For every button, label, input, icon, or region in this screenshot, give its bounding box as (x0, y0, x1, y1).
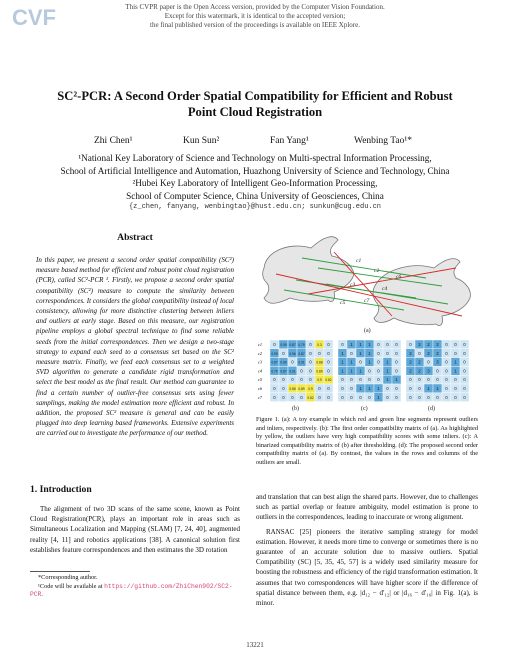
matrix-cell-value: 0 (309, 342, 312, 347)
footnote-rule (30, 571, 90, 572)
matrix-cell-value: 0 (445, 359, 448, 365)
matrix-cell-value: 0 (395, 368, 398, 374)
matrix-cell-value: 0 (327, 350, 330, 356)
matrix-cell-value: 0 (327, 368, 330, 374)
matrix-cell-value: 0 (377, 359, 380, 365)
matrix-cell-value: 0.87 (280, 369, 287, 374)
matrix-cell-value: 0 (273, 377, 276, 383)
affiliation-line: ¹National Key Laboratory of Science and Technology on Multi-spectral Information Processing, (78, 153, 432, 163)
correspondence-label: c2 (374, 268, 380, 274)
matrix-cell-value: 0.91 (289, 369, 296, 374)
matrix-cell-value: 0 (395, 359, 398, 365)
matrix-cell-value: 0 (454, 342, 457, 347)
matrix-cell-value: 0 (327, 386, 330, 391)
matrix-cell-value: 0.87 (298, 351, 305, 356)
footnotes (30, 574, 240, 600)
subfigure-label: (d) (428, 406, 435, 412)
matrix-cell-value: 1 (350, 342, 353, 347)
matrix-cell-value: 0 (291, 359, 294, 365)
banner-line: This CVPR paper is the Open Access version, provided by the Computer Vision Foundation. (125, 3, 385, 11)
matrix-cell-value: 0 (445, 394, 448, 400)
figure-caption-block (256, 416, 478, 468)
matrix-cell-value: 0.96 (280, 360, 287, 365)
matrix-cell-value: 3 (427, 368, 430, 374)
matrix-cell-value: 0 (463, 386, 466, 391)
matrix-cell-value: 0 (359, 377, 362, 383)
author-name: Wenbing Tao¹* (354, 136, 412, 146)
correspondence-label: c1 (356, 258, 362, 264)
matrix-cell-value: 0 (377, 342, 380, 347)
matrix-cell-value: 0 (463, 394, 466, 400)
subfigure-label: (a) (364, 328, 371, 334)
banner-line: the final published version of the proceedings is available on IEEE Xplore. (150, 21, 360, 29)
page-number: 13221 (246, 641, 264, 649)
matrix-cell-value: 0 (436, 377, 439, 383)
code-link[interactable]: https://github.com/ZhiChen902/SC2-PCR (30, 582, 233, 599)
matrix-cell-value: 0 (282, 377, 285, 383)
matrix-cell-value: 1 (359, 350, 362, 356)
matrix-cell-value: 0 (368, 377, 371, 383)
matrix-cell-value: 0 (436, 368, 439, 374)
matrix-cell-value: 0 (395, 386, 398, 391)
matrix-cell-value: 0 (427, 394, 430, 400)
matrix-cell-value: 0.87 (289, 343, 296, 347)
introduction-section (30, 484, 240, 555)
introduction-text: The alignment of two 3D scans of the same scene, known as Point Cloud Registration(PCR), plays an important role in areas such as Simultaneous Localization and Mapping (SLAM) [7, 24, 40], augmented reality [4, 11] and robotics applications [38]. A canonical solution first establishes feature correspondences and then estimates the 3D rotation (30, 505, 240, 554)
matrix-cell-value: 0.87 (271, 360, 278, 365)
matrix-cell-value: 0 (445, 386, 448, 391)
matrix-cell-value: 0.9 (308, 387, 313, 391)
matrix-cell-value: 1 (386, 368, 389, 374)
author-emails: {z_chen, fanyang, wenbingtao}@hust.edu.cn; sunkun@cug.edu.cn (128, 203, 382, 211)
matrix-cell-value: 0 (350, 377, 353, 383)
matrix-cell-value: 1 (436, 386, 439, 391)
matrix-cell-value: 0.89 (316, 369, 323, 374)
matrix-cell-value: 0 (454, 394, 457, 400)
correspondence-label: c7 (364, 298, 370, 304)
matrix-cell-value: 1 (454, 368, 457, 374)
matrix-cell-value: 2 (409, 359, 412, 365)
matrix-cell-value: 1 (368, 359, 371, 365)
matrix-cell-value: 0 (463, 350, 466, 356)
matrix-row-label: c4 (258, 368, 262, 374)
matrix-cell-value: 0.3 (317, 343, 322, 347)
matrix-cell-value: 0 (454, 350, 457, 356)
paragraph: RANSAC [25] pioneers the iterative sampling strategy for model estimation. However, it needs more time to converge or sometimes there is no guarantee of an accurate solution due to massive outliers. Spatial Compatibility (SC) [5, 35, 45, 57] is a widely used similarity measure for boosting the robustness and efficiency of the rigid transformation estimation. It assumes that two correspondences will have higher score if the difference of spatial distance between them, e.g. |d₁₂ − d′₁₂| or |d₁₆ − d′₁₆| in Fig. 1(a), is minor. (256, 527, 478, 608)
matrix-cell-value: 3 (436, 359, 439, 365)
correspondence-label: c5 (340, 300, 346, 306)
matrix-cell-value: 0.89 (298, 387, 305, 391)
matrix-cell-value: 0.88 (316, 360, 323, 365)
matrix-cell-value: 0 (350, 350, 353, 356)
toy-example-illustration (263, 237, 471, 334)
matrix-row-label: c3 (258, 359, 262, 365)
matrix-cell-value: 0 (454, 377, 457, 383)
matrix-cell-value: 0 (309, 368, 312, 374)
matrix-cell-value: 0 (368, 368, 371, 374)
matrix-cell-value: 0.82 (325, 378, 332, 383)
paragraph: and translation that can best align the shared parts. However, due to challenges such as partial overlap or feature ambiguity, model estimation is prone to outliers in the correspondences, leading to inaccurate or wrong alignment. (256, 493, 478, 522)
matrix-cell-value: 0 (368, 394, 371, 400)
matrix-row-label: c6 (258, 386, 262, 391)
matrix-cell-value: 0 (386, 342, 389, 347)
matrix-cell-value: 1 (377, 394, 380, 400)
target-point-cloud (373, 259, 470, 326)
matrix-row-label: c1 (258, 342, 262, 347)
matrix-cell-value: 0 (377, 377, 380, 383)
matrix-cell-value: 0 (300, 377, 303, 383)
matrix-cell-value: 2 (436, 350, 439, 356)
subfigure-label: (b) (292, 406, 299, 412)
correspondence-label: c6 (396, 274, 402, 280)
matrix-cell-value: 1 (427, 386, 430, 391)
matrix-cell-value: 0 (300, 394, 303, 400)
banner-line: Except for this watermark, it is identical to the accepted version; (164, 12, 346, 20)
author-name: Fan Yang¹ (270, 136, 309, 146)
matrix-cell-value: 0 (359, 394, 362, 400)
matrix-cell-value: 0 (350, 386, 353, 391)
author-list (40, 136, 470, 148)
matrix-cell-value: 0 (409, 342, 412, 347)
matrix-cell-value: 0 (341, 394, 344, 400)
matrix-cell-value: 0 (418, 350, 421, 356)
matrix-cell-value: 1 (454, 359, 457, 365)
matrix-cell-value: 0 (386, 386, 389, 391)
matrix-cell-value: 0 (418, 377, 421, 383)
footnote-text: . (41, 591, 43, 599)
matrix-cell-value: 0 (309, 350, 312, 356)
matrix-cell-value: 0 (454, 386, 457, 391)
matrix-cell-value: 0 (427, 359, 430, 365)
matrix-cell-value: 0 (427, 377, 430, 383)
matrix-cell-value: 2 (418, 368, 421, 374)
affiliations (20, 152, 490, 202)
title-line: Point Cloud Registration (187, 105, 323, 119)
matrix-cell-value: 0 (350, 394, 353, 400)
matrix-cell-value: 0 (463, 377, 466, 383)
matrix-cell-value: 0 (318, 350, 321, 356)
matrix-cell-value: 0 (327, 342, 330, 347)
source-point-cloud (263, 237, 354, 304)
matrix-cell-value: 0 (418, 394, 421, 400)
title-line: SC²-PCR: A Second Order Spatial Compatibility for Efficient and Robust (57, 89, 453, 103)
matrix-cell-value: 0.99 (280, 343, 287, 347)
matrix-cell-value: 0 (282, 350, 285, 356)
matrix-cell-value: 0 (341, 342, 344, 347)
matrix-cell-value: 0 (291, 394, 294, 400)
matrix-row-label: c2 (258, 350, 262, 356)
matrix-cell-value: 0.79 (298, 343, 305, 347)
matrix-cell-value: 0.9 (317, 378, 322, 383)
matrix-cell-value: 1 (341, 350, 344, 356)
matrix-row-label: c5 (258, 377, 262, 383)
matrix-cell-value: 0 (418, 386, 421, 391)
matrix-cell-value: 0 (309, 377, 312, 383)
matrix-cell-value: 0.96 (289, 351, 296, 356)
matrix-cell-value: 1 (359, 368, 362, 374)
matrix-cell-value: 0 (273, 342, 276, 347)
matrix-cell-value: 0 (386, 350, 389, 356)
abstract-heading: Abstract (117, 232, 153, 243)
matrix-cell-value: 0 (395, 350, 398, 356)
figure-1 (256, 228, 478, 438)
figure-caption: Figure 1. (a): A toy example in which red and green line segments represent outliers and inliers, respectively. (b): The first order compatibility matrix of (a). As highlighted by yellow, the outliers have very high compatibility scores with some inliers. (c): A binarized compatibility matrix of (b) after thresholding. (d): The proposed second order compatibility matrix of (a). By contrast, the values in the rows and columns of the outliers are small. (256, 416, 478, 466)
matrix-cell-value: 0.91 (298, 360, 305, 365)
matrix-cell-value: 2 (436, 342, 439, 347)
matrix-cell-value: 2 (427, 342, 430, 347)
matrix-cell-value: 0 (409, 386, 412, 391)
matrix-cell-value: 0 (359, 359, 362, 365)
matrix-cell-value: 0.99 (271, 351, 278, 356)
matrix-cell-value: 1 (359, 386, 362, 391)
matrix-cell-value: 0 (309, 359, 312, 365)
matrix-cell-value: 1 (341, 359, 344, 365)
matrix-cell-value: 0 (273, 394, 276, 400)
matrix-cell-value: 1 (368, 342, 371, 347)
matrix-cell-value: 0 (463, 368, 466, 374)
matrix-cell-value: 1 (341, 368, 344, 374)
matrix-row-label: c7 (258, 394, 262, 400)
matrix-cell-value: 0 (445, 377, 448, 383)
matrix-cell-value: 0.82 (307, 395, 314, 400)
matrix-cell-value: 0 (463, 359, 466, 365)
correspondence-label: c4 (382, 286, 388, 292)
abstract-text: In this paper, we present a second order spatial compatibility (SC²) measure based method for efficient and robust point cloud registration (PCR), called SC²-PCR ¹. Firstly, we propose a second order spatial compatibility (SC²) measure to compute the similarity between correspondences. It considers the global compatibility instead of local consistency, allowing for more distinctive clustering between inliers and outliers at early stage. Based on this measure, our registration pipeline employs a global spectral technique to find some reliable seeds from the initial correspondences. Then we design a two-stage strategy to expand each seed to a consensus set based on the SC² measure matrix. Finally, we feed each consensus set to a weighted SVD algorithm to generate a candidate rigid transformation and select the best model as the final result. Our method can guarantee to find a certain number of outlier-free consensus sets using fewer samplings, making the model estimation more efficient and robust. In addition, the proposed SC² measure is general and can be easily plugged into deep learning based frameworks. Extensive experiments are carried out to investigate the performance of our method. (36, 256, 234, 438)
compatibility-matrices (258, 340, 469, 402)
matrix-cell-value: 0 (318, 394, 321, 400)
matrix-cell-value: 1 (377, 386, 380, 391)
matrix-cell-value: 0 (291, 377, 294, 383)
matrix-cell-value: 1 (350, 359, 353, 365)
matrix-cell-value: 0 (273, 386, 276, 391)
matrix-cell-value: 0 (395, 342, 398, 347)
matrix-cell-value: 0 (445, 350, 448, 356)
matrix-cell-value: 0 (300, 368, 303, 374)
matrix-cell-value: 0.88 (289, 387, 296, 391)
matrix-cell-value: 2 (427, 350, 430, 356)
matrix-cell-value: 0 (377, 350, 380, 356)
matrix-cell-value: 0 (282, 386, 285, 391)
matrix-cell-value: 0 (327, 359, 330, 365)
matrix-cell-value: 0.79 (271, 369, 278, 374)
matrix-cell-value: 1 (350, 368, 353, 374)
right-column-text (256, 492, 478, 608)
matrix-cell-value: 1 (359, 342, 362, 347)
matrix-cell-value: 0 (327, 394, 330, 400)
svg-text:CVF: CVF (12, 5, 56, 30)
matrix-cell-value: 1 (368, 350, 371, 356)
matrix-cell-value: 2 (409, 350, 412, 356)
affiliation-line: ²Hubei Key Laboratory of Intelligent Geo-Information Processing, (132, 178, 378, 189)
matrix-cell-value: 0 (409, 394, 412, 400)
matrix-cell-value: 0 (445, 342, 448, 347)
footnote: *Corresponding author. (38, 574, 98, 581)
paper-title (40, 88, 470, 120)
matrix-cell-value: 0 (318, 386, 321, 391)
footnote (30, 583, 240, 600)
matrix-cell-value: 0 (395, 394, 398, 400)
matrix-cell-value: 2 (418, 342, 421, 347)
matrix-cell-value: 0 (341, 377, 344, 383)
author-name: Kun Sun² (183, 136, 220, 146)
matrix-cell-value: 0 (409, 377, 412, 383)
matrix-cell-value: 1 (386, 359, 389, 365)
affiliation-line: School of Computer Science, China University of Geosciences, China (126, 190, 384, 201)
matrix-cell-value: 1 (395, 377, 398, 383)
matrix-cell-value: 0 (282, 394, 285, 400)
open-access-banner (0, 3, 510, 30)
matrix-cell-value: 0 (463, 342, 466, 347)
subfigure-label: (c) (361, 406, 368, 412)
matrix-cell-value: 2 (409, 368, 412, 374)
affiliation-line: School of Artificial Intelligence and Automation, Huazhong University of Science and Technology, China (60, 165, 450, 176)
matrix-cell-value: 0 (436, 394, 439, 400)
matrix-cell-value: 0 (445, 368, 448, 374)
matrix-cell-value: 1 (368, 386, 371, 391)
footnote-text: ¹Code will be available at (38, 582, 105, 590)
introduction-heading: 1. Introduction (30, 484, 92, 495)
matrix-cell-value: 0 (341, 386, 344, 391)
matrix-cell-value: 1 (386, 377, 389, 383)
matrix-cell-value: 0 (386, 394, 389, 400)
matrix-cell-value: 0 (377, 368, 380, 374)
matrix-cell-value: 2 (418, 359, 421, 365)
correspondence-label: c3 (350, 282, 356, 288)
author-name: Zhi Chen¹ (94, 136, 133, 146)
abstract-section (30, 232, 240, 439)
